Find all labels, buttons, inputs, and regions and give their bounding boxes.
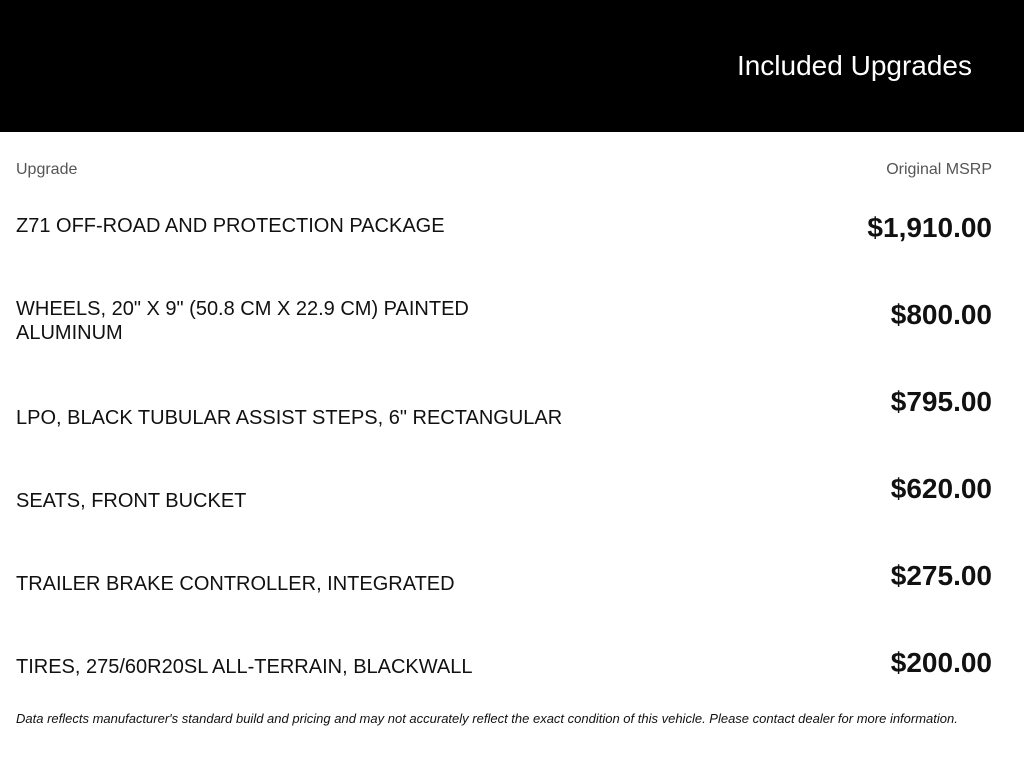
upgrades-table [16,132,992,730]
table-row [16,295,992,382]
table-row [16,208,992,295]
column-header-msrp: Original MSRP [886,161,992,178]
table-header [16,132,992,208]
upgrade-price: $1,910.00 [867,212,992,243]
upgrade-name: SEATS, FRONT BUCKET [16,490,247,512]
upgrade-price: $275.00 [890,560,992,591]
table-row [16,469,992,556]
disclaimer-text: Data reflects manufacturer's standard build and pricing and may not accurately reflect the exact condition of this vehicle. Please contact dealer for more information. [16,711,958,726]
upgrade-name: TRAILER BRAKE CONTROLLER, INTEGRATED [16,573,455,595]
upgrade-price: $800.00 [890,299,992,330]
table-row [16,556,992,643]
header-bar [0,0,1024,132]
upgrade-name: LPO, BLACK TUBULAR ASSIST STEPS, 6" RECTANGULAR [16,407,563,429]
upgrade-price: $200.00 [890,647,992,678]
upgrade-price: $795.00 [890,386,992,417]
page-title: Included Upgrades [736,50,972,81]
upgrade-name: WHEELS, 20" X 9" (50.8 CM X 22.9 CM) PAINTED ALUMINUM [16,298,469,344]
upgrade-price: $620.00 [890,473,992,504]
upgrade-name: TIRES, 275/60R20SL ALL-TERRAIN, BLACKWALL [16,656,473,678]
table-row [16,382,992,469]
upgrade-name: Z71 OFF-ROAD AND PROTECTION PACKAGE [16,215,445,237]
column-header-upgrade: Upgrade [16,161,78,178]
